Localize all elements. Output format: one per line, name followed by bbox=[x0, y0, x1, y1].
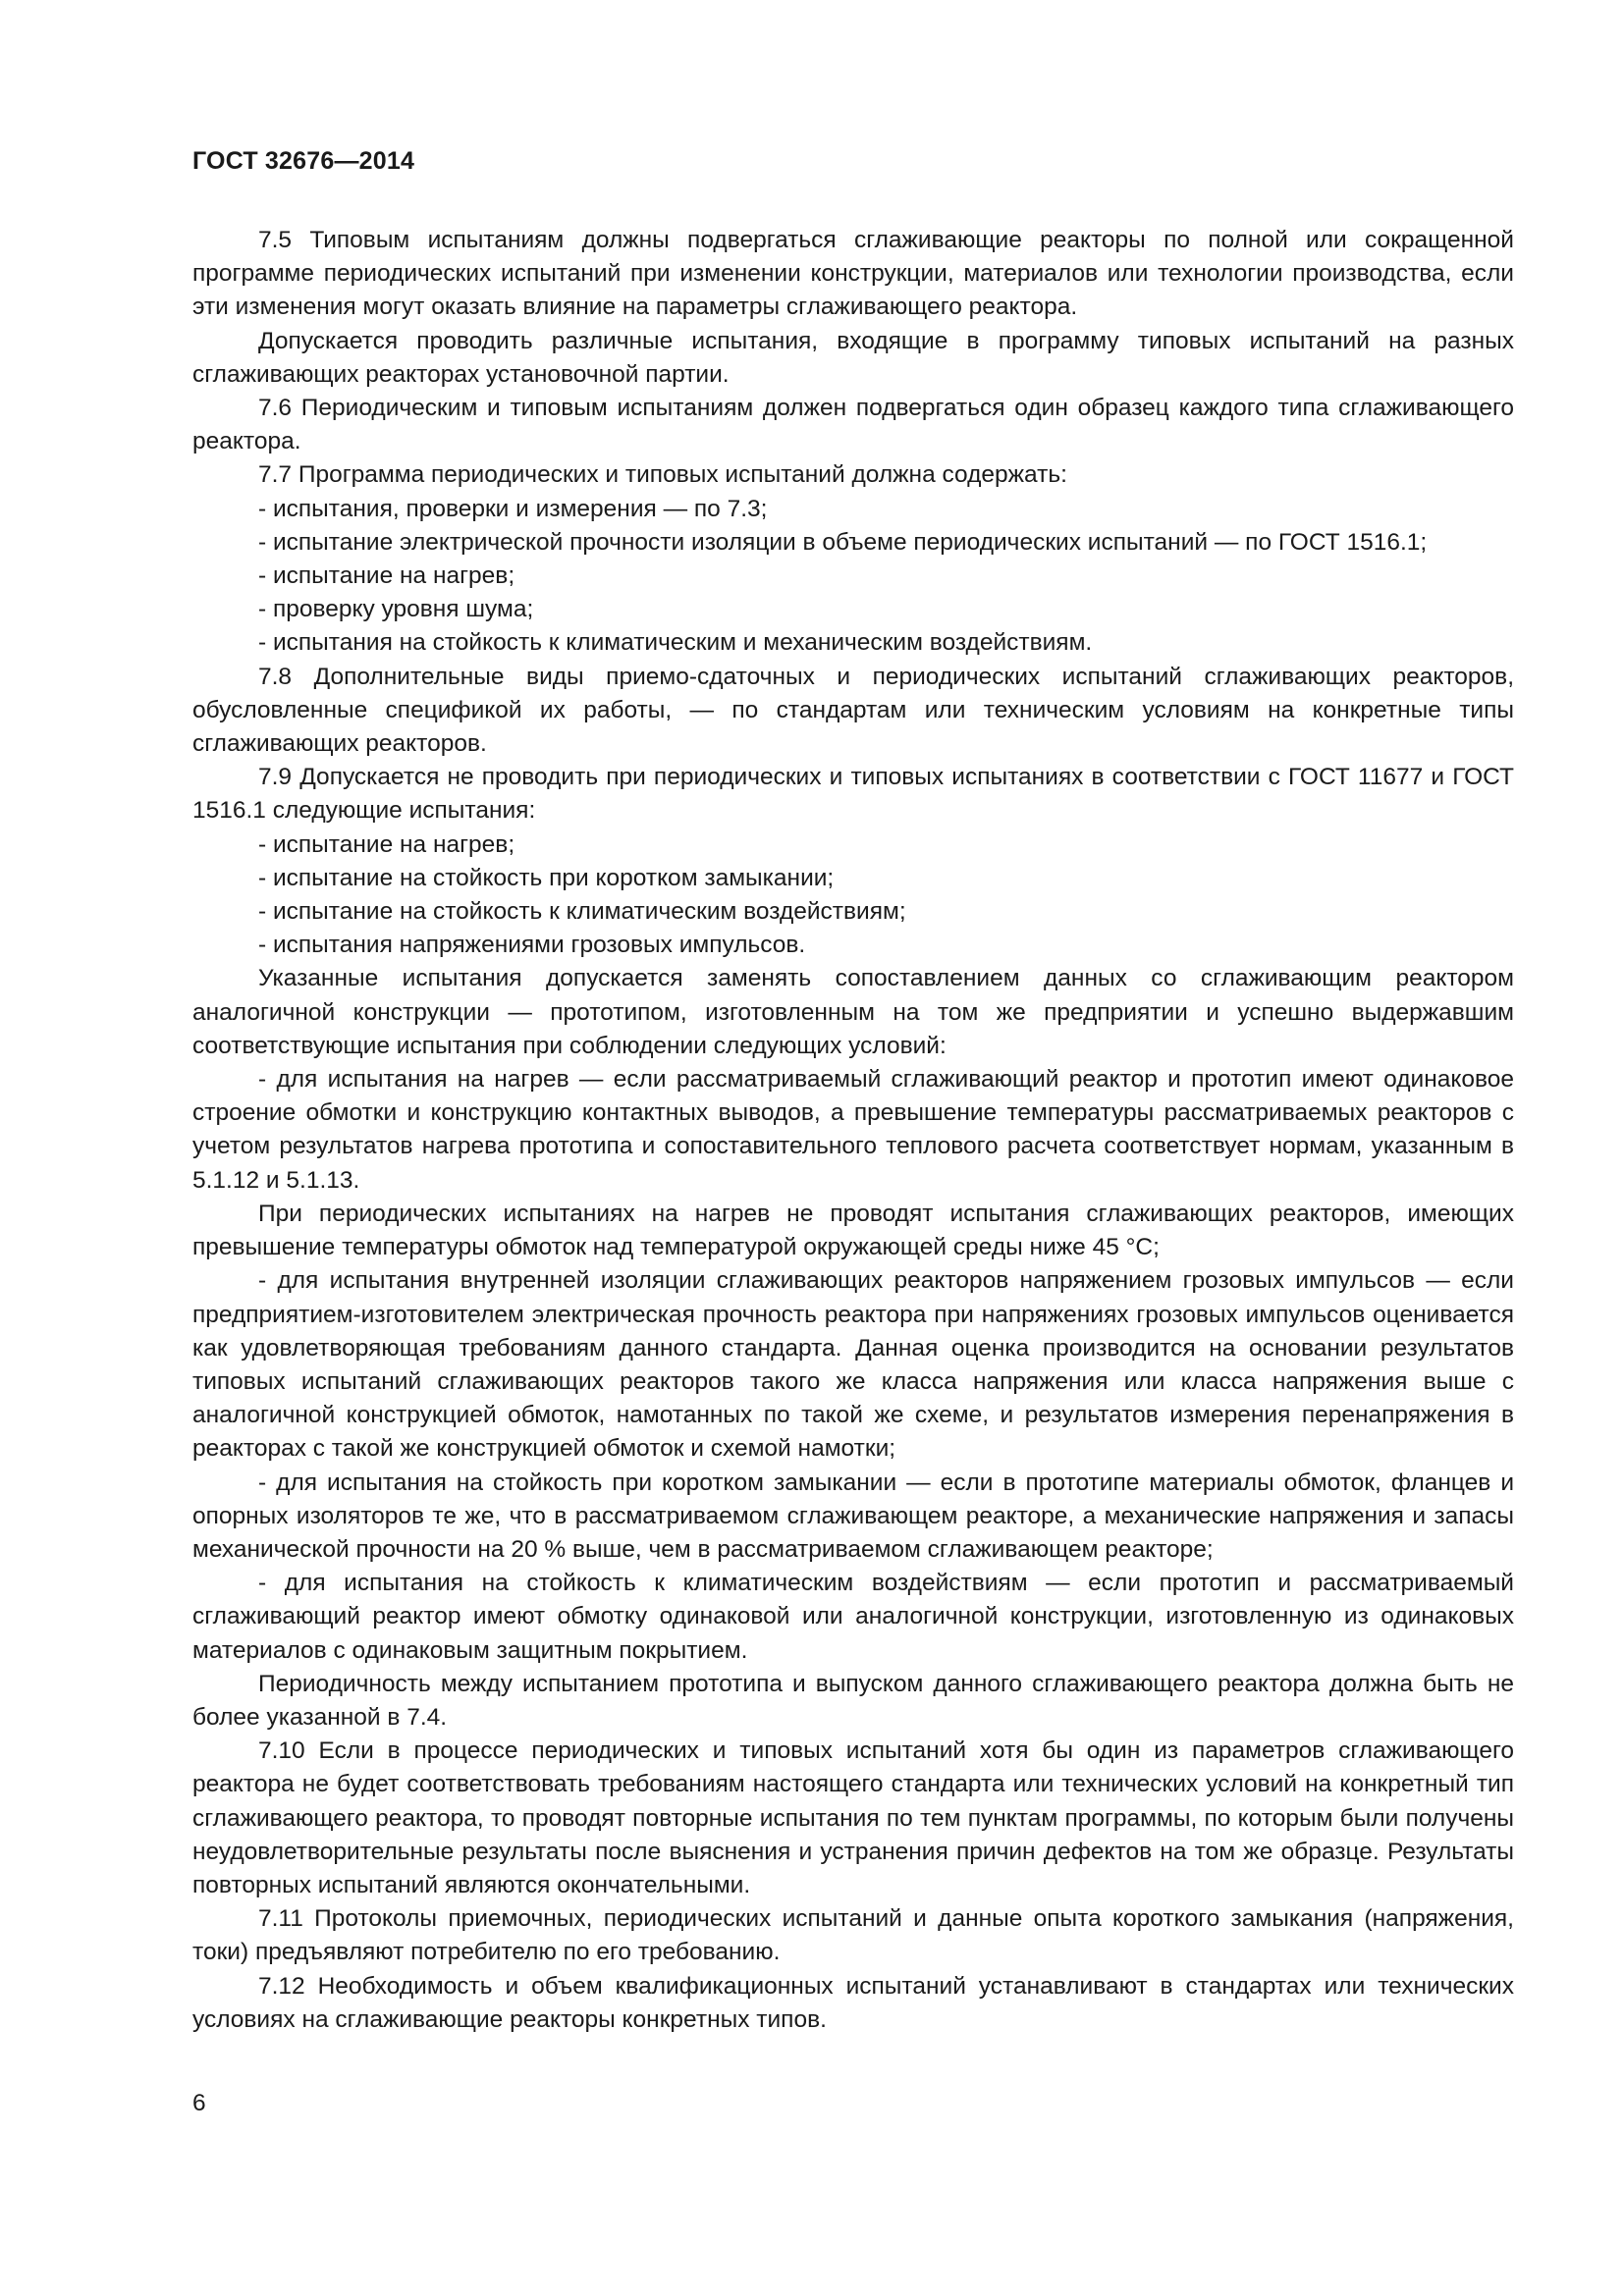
list-item: - испытание на нагрев; bbox=[258, 562, 515, 590]
paragraph: 7.8 Дополнительные виды приемо-сдаточных и периодических испытаний сглаживающих реакторов, обусловленные спецификой их работы, — по стандартам или техническим условиям на конкретные типы сглаживающих реакторов. bbox=[192, 663, 1514, 758]
paragraph: 7.6 Периодическим и типовым испытаниям должен подвергаться один образец каждого типа сглаживающего реактора. bbox=[192, 395, 1514, 455]
paragraph: 7.7 Программа периодических и типовых испытаний должна содержать: bbox=[258, 461, 1067, 489]
page-number: 6 bbox=[192, 2090, 206, 2116]
paragraph: 7.10 Если в процессе периодических и типовых испытаний хотя бы один из параметров сглаживающего реактора не будет соответствовать требованиям настоящего стандарта или технических условий на конкретный тип сглаживающего реактора, то проводят повторные испытания по тем пунктам программы, по которым были получены неудовлетворительные результаты после выяснения и устранения причин дефектов на том же образце. Результаты повторных испытаний являются окончательными. bbox=[192, 1737, 1514, 1898]
paragraph: 7.11 Протоколы приемочных, периодических испытаний и данные опыта короткого замыкания (напряжения, токи) предъявляют потребителю по его требованию. bbox=[192, 1905, 1514, 1966]
paragraph: 7.5 Типовым испытаниям должны подвергаться сглаживающие реакторы по полной или сокращенной программе периодических испытаний при изменении конструкции, материалов или технологии производства, если эти изменения могут оказать влияние на параметры сглаживающего реактора. bbox=[192, 227, 1514, 321]
paragraph: 7.9 Допускается не проводить при периодических и типовых испытаниях в соответствии с ГОСТ 11677 и ГОСТ 1516.1 следующие испытания: bbox=[192, 764, 1514, 825]
list-item: - испытания, проверки и измерения — по 7.3; bbox=[258, 495, 768, 522]
document-body bbox=[192, 224, 1514, 2037]
document-header: ГОСТ 32676—2014 bbox=[192, 147, 415, 175]
paragraph: При периодических испытаниях на нагрев не проводят испытания сглаживающих реакторов, имеющих превышение температуры обмоток над температурой окружающей среды ниже 45 °С; bbox=[192, 1200, 1514, 1261]
list-item: - испытание на нагрев; bbox=[258, 830, 515, 858]
list-item: - испытания на стойкость к климатическим и механическим воздействиям. bbox=[258, 629, 1093, 657]
paragraph: 7.12 Необходимость и объем квалификационных испытаний устанавливают в стандартах или технических условиях на сглаживающие реакторы конкретных типов. bbox=[192, 1972, 1514, 2033]
list-item: - проверку уровня шума; bbox=[258, 596, 534, 623]
list-item: - для испытания на стойкость при коротком замыкании — если в прототипе материалы обмоток, фланцев и опорных изоляторов те же, что в рассматриваемом сглаживающем реакторе, а механические напряжения и запасы механической прочности на 20 % выше, чем в рассматриваемом сглаживающем реакторе; bbox=[192, 1468, 1514, 1563]
list-item: - для испытания на нагрев — если рассматриваемый сглаживающий реактор и прототип имеют одинаковое строение обмотки и конструкцию контактных выводов, а превышение температуры рассматриваемых реакторов с учетом результатов нагрева прототипа и сопоставительного теплового расчета соответствует нормам, указанным в 5.1.12 и 5.1.13. bbox=[192, 1066, 1514, 1194]
paragraph: Указанные испытания допускается заменять сопоставлением данных со сглаживающим реактором аналогичной конструкции — прототипом, изготовленным на том же предприятии и успешно выдержавшим соответствующие испытания при соблюдении следующих условий: bbox=[192, 965, 1514, 1059]
list-item: - для испытания внутренней изоляции сглаживающих реакторов напряжением грозовых импульсов — если предприятием-изготовителем электрическая прочность реактора при напряжениях грозовых импульсов оценивается как удовлетворяющая требованиям данного стандарта. Данная оценка производится на основании результатов типовых испытаний сглаживающих реакторов такого же класса напряжения или класса напряжения выше с аналогичной конструкцией обмоток, намотанных по такой же схеме, и результатов измерения перенапряжения в реакторах с такой же конструкцией обмоток и схемой намотки; bbox=[192, 1267, 1514, 1463]
list-item: - испытания напряжениями грозовых импульсов. bbox=[258, 932, 806, 959]
list-item: - для испытания на стойкость к климатическим воздействиям — если прототип и рассматриваемый сглаживающий реактор имеют обмотку одинаковой или аналогичной конструкции, изготовленную из одинаковых материалов с одинаковым защитным покрытием. bbox=[192, 1570, 1514, 1664]
list-item: - испытание на стойкость при коротком замыкании; bbox=[258, 864, 835, 891]
list-item: - испытание электрической прочности изоляции в объеме периодических испытаний — по ГОСТ 1516.1; bbox=[258, 528, 1428, 556]
paragraph: Периодичность между испытанием прототипа и выпуском данного сглаживающего реактора должна быть не более указанной в 7.4. bbox=[192, 1670, 1514, 1731]
list-item: - испытание на стойкость к климатическим воздействиям; bbox=[258, 898, 906, 926]
paragraph: Допускается проводить различные испытания, входящие в программу типовых испытаний на разных сглаживающих реакторах установочной партии. bbox=[192, 327, 1514, 388]
